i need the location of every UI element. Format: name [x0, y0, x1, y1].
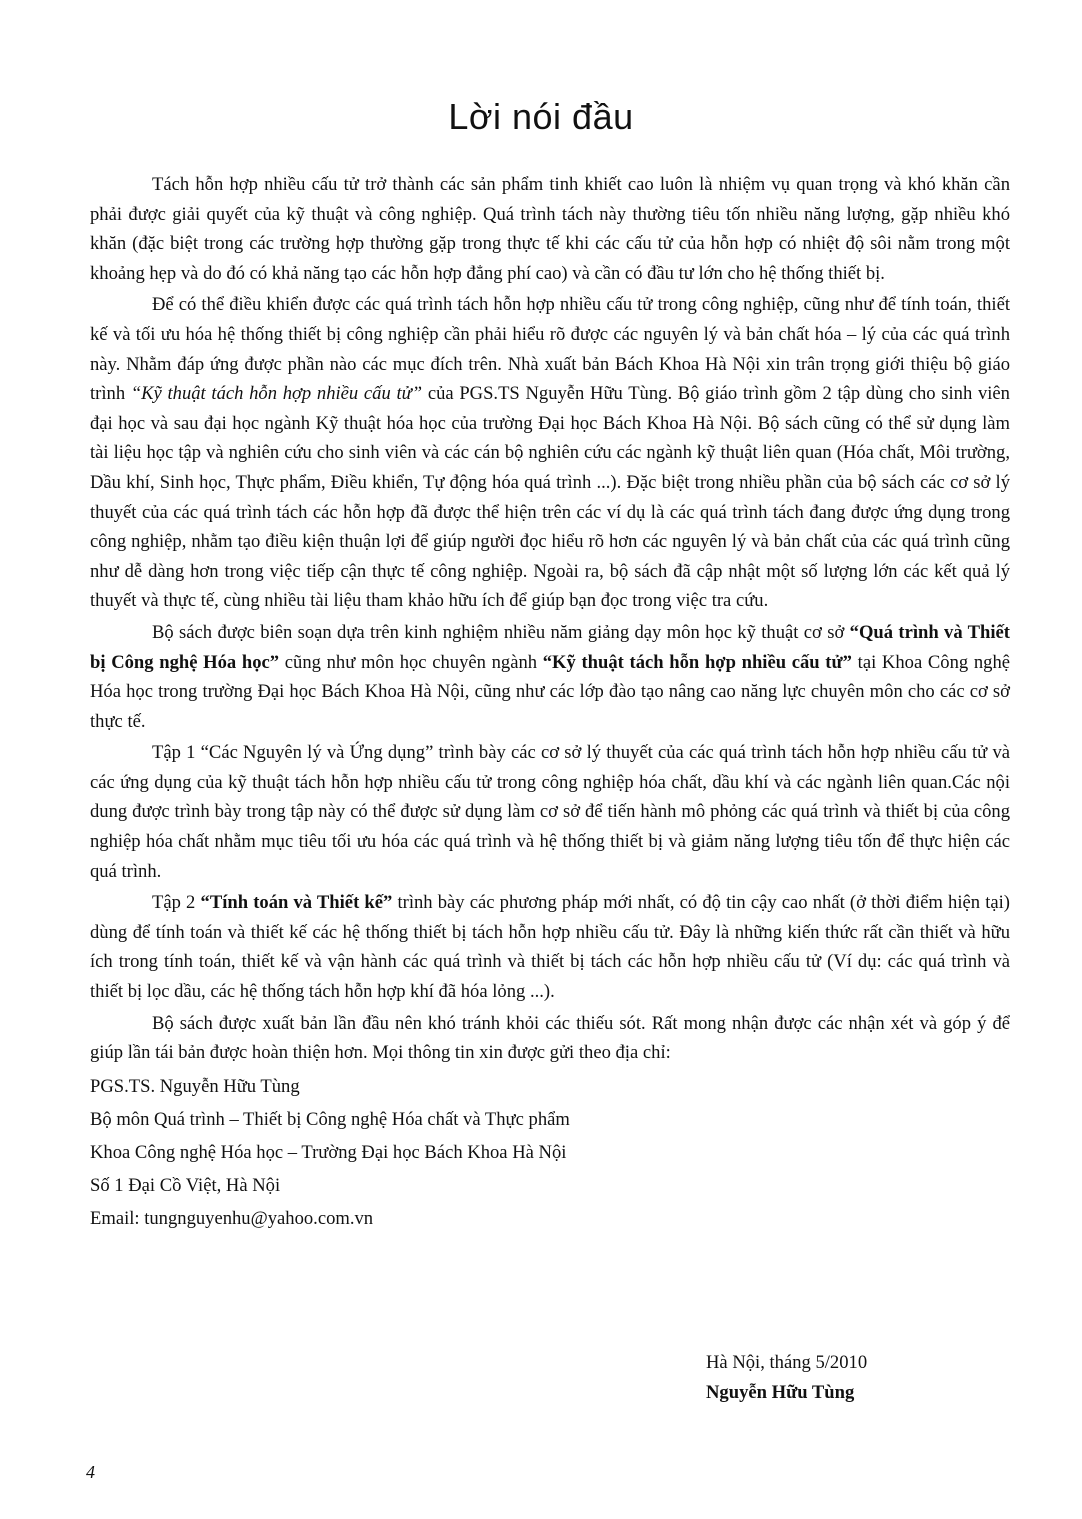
paragraph-basis-text-a: Bộ sách được biên soạn dựa trên kinh nghiệm nhiều năm giảng dạy môn học kỹ thuật cơ sở — [152, 621, 850, 643]
paragraph-volume-1: Tập 1 “Các Nguyên lý và Ứng dụng” trình bày các cơ sở lý thuyết của các quá trình tách hỗn hợp nhiều cấu tử và các ứng dụng của kỹ thuật tách hỗn hợp nhiều cấu tử trong công nghiệp hóa chất, dầu khí và các ngành liên quan.Các nội dung được trình bày trong tập này có thể được sử dụng làm cơ sở để tiến hành mô phỏng các quá trình và thiết bị của công nghiệp hóa chất nhằm mục tiêu tối ưu hóa các quá trình và hệ thống thiết bị và giảm năng lượng tiêu tốn để thực hiện các quá trình. — [90, 742, 1010, 882]
signature-place-date: Hà Nội, tháng 5/2010 — [706, 1352, 868, 1373]
paragraph-purpose — [90, 290, 1010, 616]
course-title-1: “Quá trình và Thiết bị Công nghệ Hóa học” — [90, 621, 1010, 673]
paragraph-volume-2-text-a: Tập 2 — [152, 892, 201, 914]
volume-2-title: “Tính toán và Thiết kế” — [200, 892, 393, 914]
book-title-italic: “Kỹ thuật tách hỗn hợp nhiều cấu tử” — [130, 383, 423, 405]
signature-author: Nguyễn Hữu Tùng — [706, 1382, 855, 1403]
course-title-2: “Kỹ thuật tách hỗn hợp nhiều cấu tử” — [542, 651, 852, 673]
contact-block — [90, 1070, 1010, 1235]
contact-department: Bộ môn Quá trình – Thiết bị Công nghệ Hóa chất và Thực phẩm — [90, 1108, 570, 1130]
paragraph-purpose-text-a: Để có thể điều khiển được các quá trình tách hỗn hợp nhiều cấu tử trong công nghiệp, cũng như để tính toán, thiết kế và tối ưu hóa hệ thống thiết bị công nghiệp cần phải hiểu rõ được các nguyên lý và bản chất hóa – lý của các quá trình này. Nhằm đáp ứng được phần nào các mục đích trên. Nhà xuất bản Bách Khoa Hà Nội xin trân trọng giới thiệu bộ giáo trình — [90, 294, 1010, 405]
page-title: Lời nói đầu — [448, 96, 634, 137]
signature-block — [706, 1348, 867, 1408]
preface-body — [90, 170, 1010, 1235]
contact-name: PGS.TS. Nguyễn Hữu Tùng — [90, 1075, 300, 1097]
paragraph-purpose-text-b: của PGS.TS Nguyễn Hữu Tùng. Bộ giáo trình gồm 2 tập dùng cho sinh viên đại học và sau đại học ngành Kỹ thuật hóa học của trường Đại học Bách Khoa Hà Nội. Bộ sách cũng có thể sử dụng làm tài liệu học tập và nghiên cứu cho sinh viên và các cán bộ nghiên cứu các ngành kỹ thuật liên quan (Hóa chất, Môi trường, Dầu khí, Sinh học, Thực phẩm, Điều khiển, Tự động hóa quá trình ...). Đặc biệt trong nhiều phần của bộ sách các cơ sở lý thuyết của các quá trình tách các hỗn hợp đã được thể hiện trên các ví dụ là các quá trình tách đang được ứng dụng trong công nghiệp, nhằm tạo điều kiện thuận lợi để giúp người đọc hiểu rõ hơn các nguyên lý và bản chất của các quá trình cũng như dễ dàng hơn trong việc tiếp cận thực tế công nghiệp. Ngoài ra, bộ sách đã cập nhật một số lượng lớn các kết quả lý thuyết và thực tế, cùng nhiều tài liệu tham khảo hữu ích để giúp bạn đọc trong việc tra cứu. — [90, 383, 1010, 612]
page-number: 4 — [86, 1462, 95, 1482]
paragraph-intro: Tách hỗn hợp nhiều cấu tử trở thành các sản phẩm tinh khiết cao luôn là nhiệm vụ quan trọng và khó khăn cần phải được giải quyết của kỹ thuật và công nghiệp. Quá trình tách này thường tiêu tốn nhiều năng lượng, gặp nhiều khó khăn (đặc biệt trong các trường hợp thường gặp trong thực tế khi các cấu tử của hỗn hợp có nhiệt độ sôi nằm trong một khoảng hẹp và do đó có khả năng tạo các hỗn hợp đẳng phí cao) và cần có đầu tư lớn cho hệ thống thiết bị. — [90, 174, 1010, 284]
paragraph-volume-2 — [90, 888, 1010, 1006]
contact-faculty: Khoa Công nghệ Hóa học – Trường Đại học Bách Khoa Hà Nội — [90, 1141, 567, 1163]
paragraph-basis-text-b: cũng như môn học chuyên ngành — [279, 651, 543, 673]
contact-email: Email: tungnguyenhu@yahoo.com.vn — [90, 1207, 374, 1229]
paragraph-volume-2-text-b: trình bày các phương pháp mới nhất, có độ tin cậy cao nhất (ở thời điểm hiện tại) dùng để tính toán và thiết kế các hệ thống thiết bị tách hỗn hợp nhiều cấu tử. Đây là những kiến thức rất cần thiết và hữu ích trong tính toán, thiết kế và vận hành các quá trình và thiết bị tách các hỗn hợp nhiều cấu tử (Ví dụ: các quá trình và thiết bị lọc dầu, các hệ thống tách hỗn hợp khí đã hóa lỏng ...). — [90, 892, 1010, 1003]
paragraph-basis-text-c: tại Khoa Công nghệ Hóa học trong trường Đại học Bách Khoa Hà Nội, cũng như các lớp đào tạo nâng cao năng lực chuyên môn cho các cơ sở thực tế. — [90, 651, 1010, 732]
paragraph-feedback: Bộ sách được xuất bản lần đầu nên khó tránh khỏi các thiếu sót. Rất mong nhận được các nhận xét và góp ý để giúp lần tái bản được hoàn thiện hơn. Mọi thông tin xin được gửi theo địa chỉ: — [90, 1012, 1010, 1064]
contact-address: Số 1 Đại Cồ Việt, Hà Nội — [90, 1174, 281, 1196]
paragraph-basis — [90, 618, 1010, 736]
